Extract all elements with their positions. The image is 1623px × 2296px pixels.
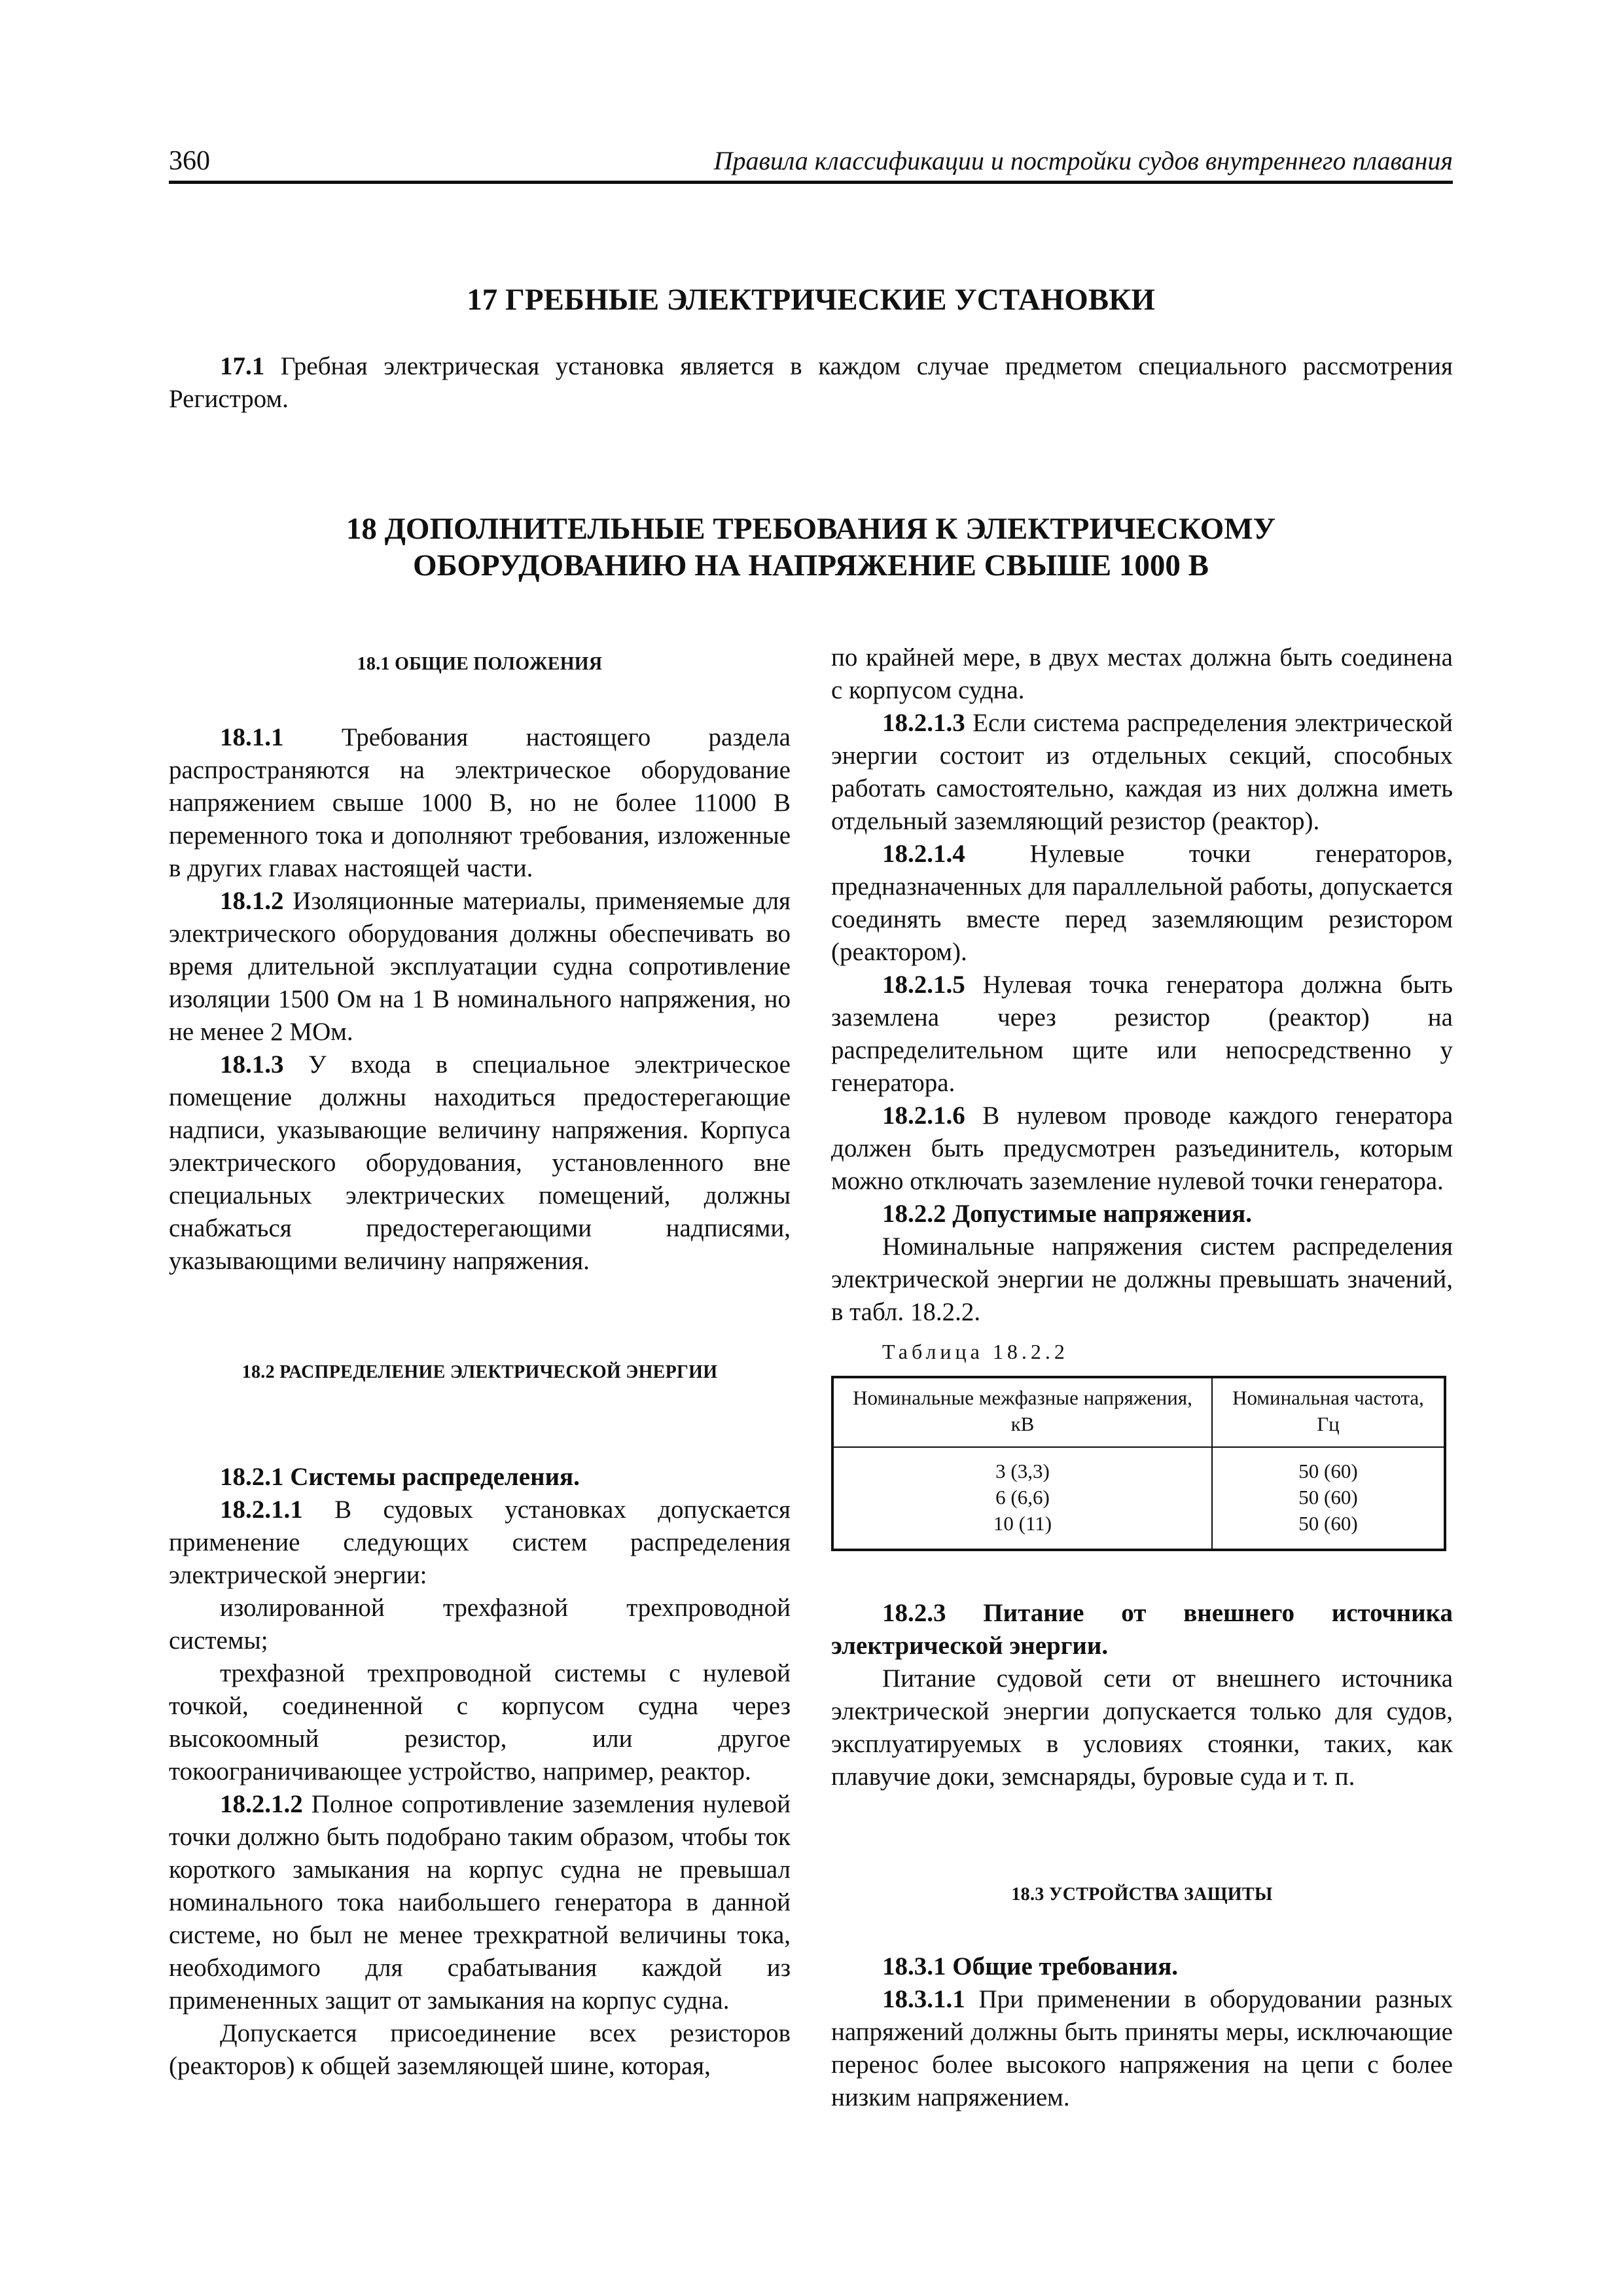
page-number: 360	[169, 146, 210, 176]
section-18-title-line1: 18 ДОПОЛНИТЕЛЬНЫЕ ТРЕБОВАНИЯ К ЭЛЕКТРИЧЕСКОМУ	[346, 512, 1276, 546]
paragraph-17-1	[169, 350, 1453, 416]
paragraph-18-3-1-heading	[831, 1950, 1453, 1983]
section-18-title-line2: ОБОРУДОВАНИЮ НА НАПРЯЖЕНИЕ СВЫШЕ 1000 В	[413, 548, 1209, 583]
table-row	[832, 1447, 1445, 1484]
table-cell: 50 (60)	[1212, 1484, 1445, 1511]
paragraph-18-2-2-text: Номинальные напряжения систем распределения электрической энергии не должны превышать значений, в табл. 18.2.2.	[831, 1232, 1453, 1326]
paragraph-text: Нулевые точки генераторов, предназначенных для параллельной работы, допускается соединять вместе перед заземляющим резистором (реактором).	[831, 840, 1453, 966]
paragraph-18-2-1-heading	[169, 1461, 791, 1494]
paragraph-number: 18.2.1.4	[882, 840, 965, 868]
paragraph-number: 18.1.1	[220, 723, 284, 751]
paragraph-number: 18.2.1.1	[220, 1496, 303, 1524]
right-column	[831, 641, 1453, 2114]
left-column	[169, 641, 791, 2083]
paragraph-18-3-1-1	[831, 1983, 1453, 2114]
table-cell: 50 (60)	[1212, 1511, 1445, 1550]
paragraph-18-2-1-3	[831, 707, 1453, 838]
paragraph-18-2-1-2	[169, 1788, 791, 2017]
table-row	[832, 1484, 1445, 1511]
paragraph-18-1-2	[169, 885, 791, 1049]
paragraph-number: 18.2.1.3	[882, 709, 965, 737]
paragraph-number: 17.1	[220, 352, 265, 380]
paragraph-number: 18.1.3	[220, 1050, 284, 1079]
paragraph-text: При применении в оборудовании разных напряжений должны быть приняты меры, исключающие перенос более высокого напряжения на цепи с более низким напряжением.	[831, 1985, 1453, 2111]
list-item: изолированной трехфазной трехпроводной системы;	[169, 1594, 791, 1655]
paragraph-number: 18.1.2	[220, 887, 284, 915]
section-17-title: 17 ГРЕБНЫЕ ЭЛЕКТРИЧЕСКИЕ УСТАНОВКИ	[467, 283, 1155, 317]
table-row	[832, 1511, 1445, 1550]
paragraph-18-1-3	[169, 1049, 791, 1278]
paragraph-resistors: Допускается присоединение всех резисторов (реакторов) к общей заземляющей шине, которая,	[169, 2019, 791, 2080]
paragraph-18-2-1-4	[831, 838, 1453, 969]
running-header	[169, 145, 1453, 184]
paragraph-text: У входа в специальное электрическое помещение должны находиться предостерегающие надписи, указывающие величину напряжения. Корпуса электрического оборудования, установленного вне специальных электрических помещений, должны снабжаться предостерегающими надписями, указывающими величину напряжения.	[169, 1050, 791, 1275]
paragraph-number: 18.2.1.6	[882, 1102, 965, 1130]
running-title: Правила классификации и постройки судов внутреннего плавания	[713, 146, 1453, 175]
section-18-title	[169, 511, 1453, 584]
table-cell: 6 (6,6)	[832, 1484, 1212, 1511]
paragraph-text: В судовых установках допускается применение следующих систем распределения электрической энергии:	[169, 1496, 791, 1589]
heading-text: 18.2.1 Системы распределения.	[220, 1463, 580, 1491]
table-cell: 3 (3,3)	[832, 1447, 1212, 1484]
heading-text: 18.2.2 Допустимые напряжения.	[882, 1200, 1252, 1228]
paragraph-text: Гребная электрическая установка является в каждом случае предметом специального рассмотрения Регистром.	[169, 352, 1453, 413]
table-header-voltage: Номинальные межфазные напряжения, кВ	[832, 1377, 1212, 1447]
table-cell: 10 (11)	[832, 1511, 1212, 1550]
heading-text: 18.2.3 Питание от внешнего источника электрической энергии.	[831, 1599, 1453, 1660]
table-cell: 50 (60)	[1212, 1447, 1445, 1484]
paragraph-number: 18.2.1.2	[220, 1790, 303, 1818]
paragraph-18-2-1-1	[169, 1494, 791, 1592]
paragraph-18-1-1	[169, 721, 791, 885]
paragraph-18-2-3-heading	[831, 1597, 1453, 1662]
paragraph-18-2-3-text: Питание судовой сети от внешнего источника электрической энергии допускается только для судов, эксплуатируемых в условиях стоянки, таких, как плавучие доки, земснаряды, буровые суда и т. п.	[831, 1664, 1453, 1791]
paragraph-text: Изоляционные материалы, применяемые для электрического оборудования должны обеспечивать во время длительной эксплуатации судна сопротивление изоляции 1500 Ом на 1 В номинального напряжения, но не менее 2 МОм.	[169, 887, 791, 1046]
paragraph-continuation: по крайней мере, в двух местах должна быть соединена с корпусом судна.	[831, 643, 1453, 704]
subsection-18-3-heading: 18.3 УСТРОЙСТВА ЗАЩИТЫ	[1011, 1884, 1273, 1905]
voltage-table	[831, 1376, 1446, 1551]
heading-text: 18.3.1 Общие требования.	[882, 1952, 1179, 1981]
table-caption: Таблица 18.2.2	[882, 1340, 1069, 1363]
paragraph-18-2-2-heading	[831, 1198, 1453, 1230]
paragraph-text: Требования настоящего раздела распространяются на электрическое оборудование напряжением свыше 1000 В, но не более 11000 В переменного тока и дополняют требования, изложенные в других главах настоящей части.	[169, 723, 791, 882]
paragraph-18-2-1-6	[831, 1100, 1453, 1198]
paragraph-text: Нулевая точка генератора должна быть заземлена через резистор (реактор) на распределительном щите или непосредственно у генератора.	[831, 971, 1453, 1097]
subsection-18-1-heading: 18.1 ОБЩИЕ ПОЛОЖЕНИЯ	[357, 654, 603, 674]
subsection-18-2-heading: 18.2 РАСПРЕДЕЛЕНИЕ ЭЛЕКТРИЧЕСКОЙ ЭНЕРГИИ	[241, 1362, 718, 1382]
paragraph-number: 18.2.1.5	[882, 971, 965, 999]
paragraph-text: Полное сопротивление заземления нулевой точки должно быть подобрано таким образом, чтобы ток короткого замыкания на корпус судна не превышал номинального тока наибольшего генератора в данной системе, но был не менее трехкратной величины тока, необходимого для срабатывания каждой из примененных защит от замыкания на корпус судна.	[169, 1790, 791, 2015]
paragraph-text: Если система распределения электрической энергии состоит из отдельных секций, способных работать самостоятельно, каждая из них должна иметь отдельный заземляющий резистор (реактор).	[831, 709, 1453, 835]
paragraph-18-2-1-5	[831, 969, 1453, 1100]
paragraph-text: В нулевом проводе каждого генератора должен быть предусмотрен разъединитель, которым можно отключать заземление нулевой точки генератора.	[831, 1102, 1453, 1195]
list-item: трехфазной трехпроводной системы с нулевой точкой, соединенной с корпусом судна через высокоомный резистор, или другое токоограничивающее устройство, например, реактор.	[169, 1659, 791, 1785]
table-header-frequency: Номинальная частота, Гц	[1212, 1377, 1445, 1447]
paragraph-number: 18.3.1.1	[882, 1985, 965, 2013]
